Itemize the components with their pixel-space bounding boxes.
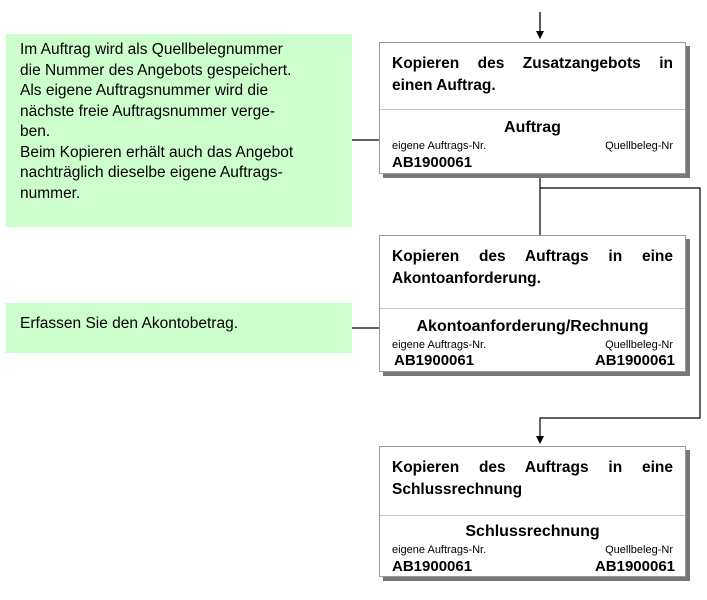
document-title: Akontoanforderung/Rechnung (416, 318, 649, 335)
own-number-value: AB1900061 (392, 154, 473, 171)
source-number-value: AB1900061 (594, 352, 675, 369)
step-divider (380, 515, 685, 516)
own-number-value: AB1900061 (392, 558, 473, 575)
step-title: Kopieren des Auftrags in eine Schlussrechnung (392, 459, 673, 498)
source-number-value: AB1900061 (594, 558, 675, 575)
deposit-info-text: Erfassen Sie den Akontobetrag. (20, 315, 239, 332)
deposit-info-note (6, 303, 352, 353)
own-number-value: AB1900061 (394, 352, 475, 369)
step-divider (380, 109, 685, 110)
step-copy-order-to-final-invoice (379, 446, 686, 577)
step-title: Kopieren des Zusatzangebots in einen Auftrag. (392, 55, 673, 94)
source-number-label: Quellbeleg-Nr (605, 544, 673, 556)
own-number-label: eigene Auftrags-Nr. (392, 544, 487, 556)
source-number-label: Quellbeleg-Nr (605, 339, 673, 351)
document-title: Schlussrechnung (465, 523, 600, 540)
source-number-label: Quellbeleg-Nr (605, 140, 673, 152)
step-divider (380, 308, 685, 309)
copy-info-note (6, 34, 352, 227)
step-copy-offer-to-order (379, 42, 686, 174)
own-number-label: eigene Auftrags-Nr. (392, 140, 487, 152)
step-title: Kopieren des Auftrags in eine Akontoanforderung. (392, 248, 673, 287)
document-title: Auftrag (504, 119, 561, 136)
copy-info-text: Im Auftrag wird als Quellbelegnummer die Nummer des Angebots gespeichert. Als eigene Auftragsnummer wird die nächste freie Auftragsnummer verge- ben. Beim Kopieren erhält auch das Angebot nachträglich dieselbe eigene Auftrags- nummer. (20, 41, 294, 202)
step-copy-order-to-deposit (379, 235, 686, 372)
own-number-label: eigene Auftrags-Nr. (392, 339, 487, 351)
